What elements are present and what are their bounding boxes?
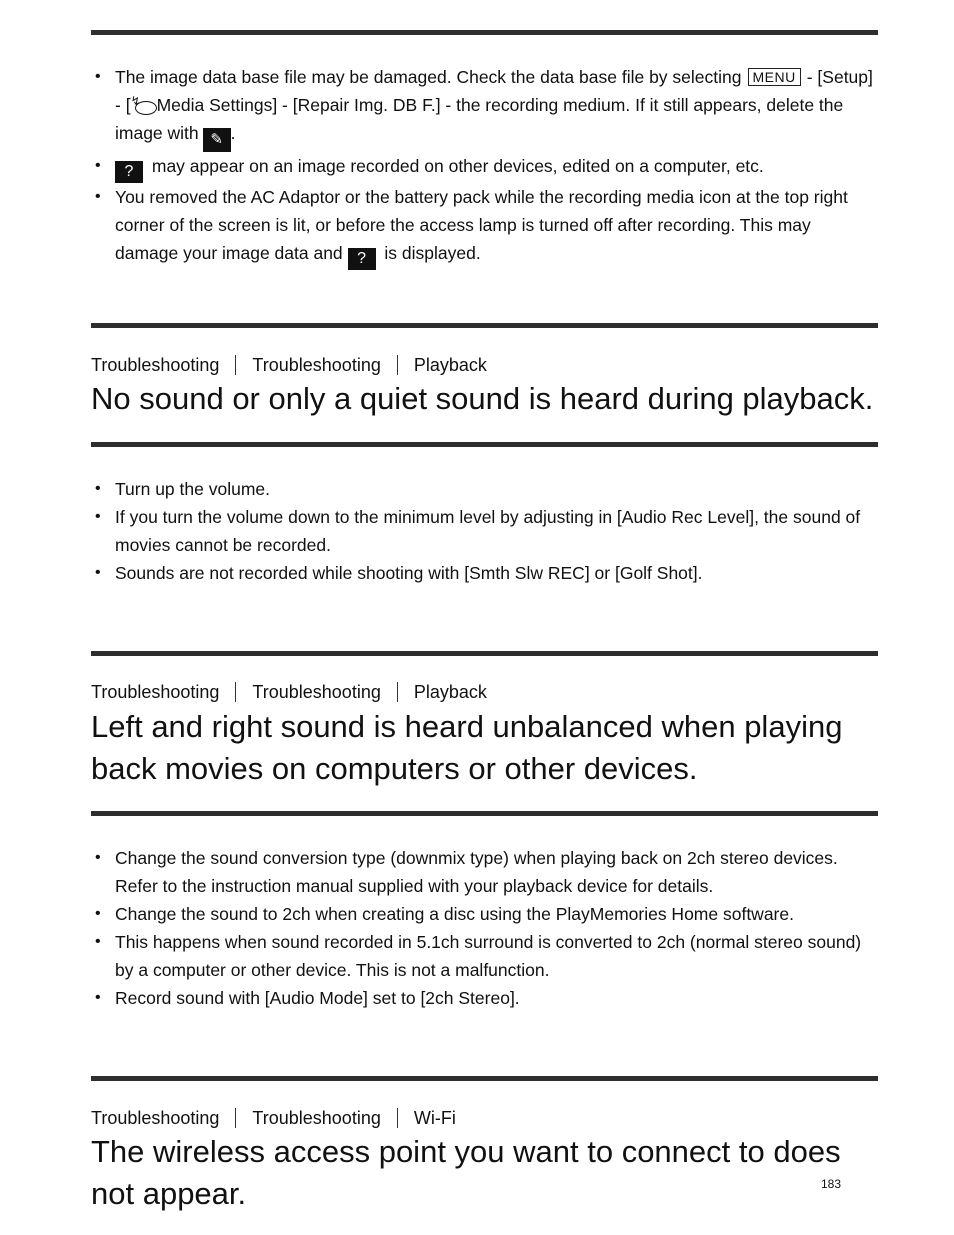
breadcrumb-separator bbox=[397, 682, 398, 702]
breadcrumb-item[interactable]: Troubleshooting bbox=[91, 1108, 220, 1128]
breadcrumb-item[interactable]: Wi-Fi bbox=[413, 1108, 456, 1128]
bullet-text: . bbox=[230, 123, 236, 143]
section-top-rule bbox=[91, 651, 878, 656]
list-item bbox=[91, 183, 878, 270]
section-title: The wireless access point you want to connect to does not appear. bbox=[91, 1134, 841, 1211]
bullet-text: The image data base file may be damaged. Check the data base file by selecting bbox=[115, 67, 742, 87]
breadcrumb-separator bbox=[235, 355, 236, 375]
list-item: • If you turn the volume down to the minimum level by adjusting in [Audio Rec Level], the sound of movies cannot be recorded. bbox=[91, 503, 878, 559]
list-item: • Change the sound conversion type (downmix type) when playing back on 2ch stereo devices. Refer to the instruction manual supplied with your playback device for details. bbox=[91, 844, 878, 900]
section-top-rule bbox=[91, 323, 878, 328]
bullet-text: may appear on an image recorded on other devices, edited on a computer, etc. bbox=[151, 156, 764, 176]
list-item: • Sounds are not recorded while shooting with [Smth Slw REC] or [Golf Shot]. bbox=[91, 559, 878, 587]
breadcrumb-item[interactable]: Troubleshooting bbox=[252, 1108, 381, 1128]
bullet-text: is displayed. bbox=[384, 243, 481, 263]
page-number: 183 bbox=[821, 1177, 842, 1191]
list-item: • Turn up the volume. bbox=[91, 475, 878, 503]
breadcrumb-item[interactable]: Troubleshooting bbox=[252, 355, 381, 375]
bullet-text: You removed the AC Adaptor or the battery pack while the recording media icon at the top right corner of the screen is lit, or before the access lamp is turned off after recording. This may damage your image data and bbox=[115, 187, 848, 263]
bullet-list bbox=[91, 475, 878, 587]
bullet-text: - [Setup] - [ bbox=[115, 67, 873, 115]
section-title: No sound or only a quiet sound is heard during playback. bbox=[91, 381, 874, 416]
menu-button-icon: MENU bbox=[748, 68, 801, 86]
list-item: • Change the sound to 2ch when creating a disc using the PlayMemories Home software. bbox=[91, 900, 878, 928]
breadcrumb bbox=[91, 354, 487, 376]
breadcrumb-item[interactable]: Playback bbox=[413, 682, 487, 702]
list-item bbox=[91, 152, 878, 183]
breadcrumb-separator bbox=[397, 355, 398, 375]
list-item bbox=[91, 63, 878, 152]
breadcrumb-item[interactable]: Troubleshooting bbox=[91, 682, 220, 702]
breadcrumb-item[interactable]: Troubleshooting bbox=[91, 355, 220, 375]
list-item: • Record sound with [Audio Mode] set to [2ch Stereo]. bbox=[91, 984, 878, 1012]
bullet-list bbox=[91, 844, 878, 1012]
section-top-rule bbox=[91, 30, 878, 35]
list-item: • This happens when sound recorded in 5.1ch surround is converted to 2ch (normal stereo sound) by a computer or other device. This is not a malfunction. bbox=[91, 928, 878, 984]
delete-icon: ✎ bbox=[203, 128, 231, 152]
breadcrumb-item[interactable]: Playback bbox=[413, 355, 487, 375]
breadcrumb bbox=[91, 681, 487, 703]
section-divider bbox=[91, 811, 878, 816]
question-mark-icon: ? bbox=[348, 248, 376, 270]
breadcrumb-separator bbox=[397, 1108, 398, 1128]
section-top-rule bbox=[91, 1076, 878, 1081]
breadcrumb-separator bbox=[235, 1108, 236, 1128]
section-divider bbox=[91, 442, 878, 447]
breadcrumb bbox=[91, 1107, 456, 1129]
section-title: Left and right sound is heard unbalanced when playing back movies on computers or other devices. bbox=[91, 709, 843, 786]
breadcrumb-separator bbox=[235, 682, 236, 702]
media-settings-icon: ↯ bbox=[131, 95, 157, 115]
bullet-list bbox=[91, 63, 878, 270]
bullet-text: Media Settings] - [Repair Img. DB F.] - the recording medium. If it still appears, delete the image with bbox=[115, 95, 844, 143]
breadcrumb-item[interactable]: Troubleshooting bbox=[252, 682, 381, 702]
question-mark-icon: ? bbox=[115, 161, 143, 183]
